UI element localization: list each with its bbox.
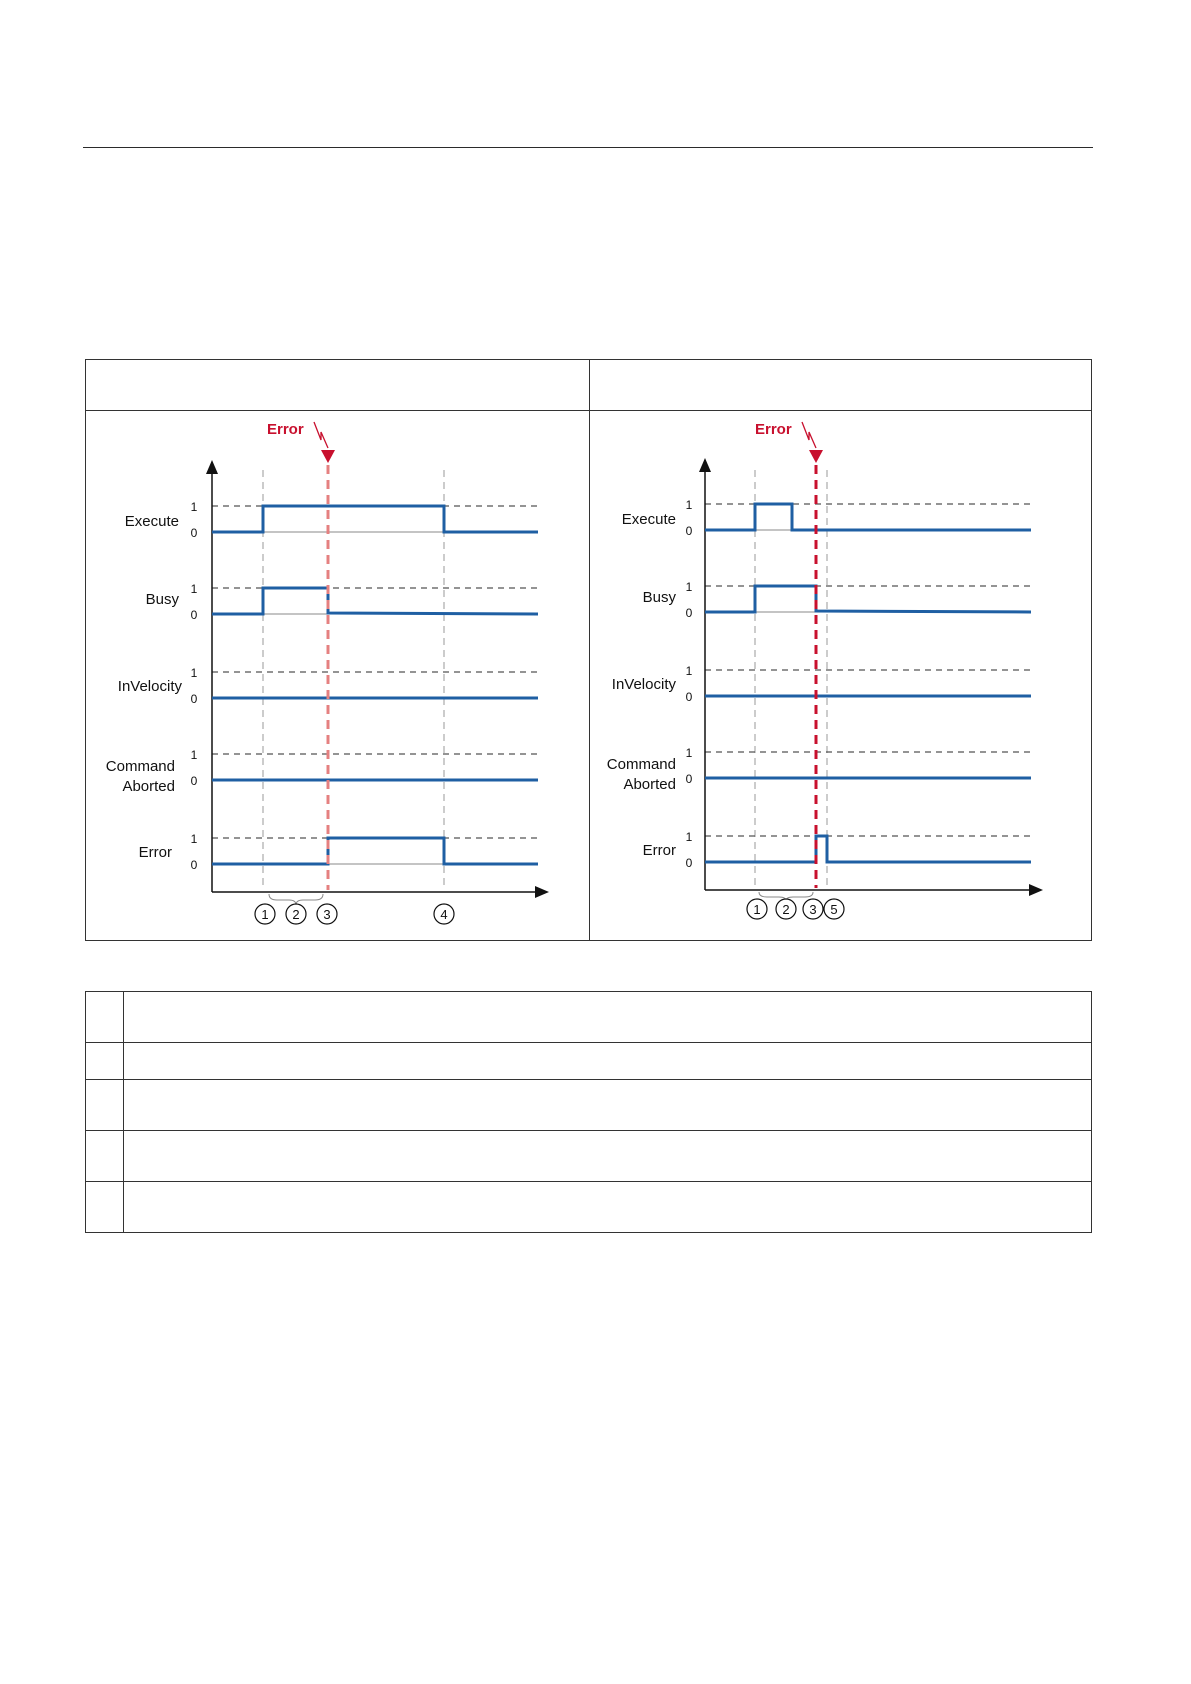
notes-row — [86, 1080, 1092, 1131]
level-high-label: 1 — [190, 582, 198, 596]
level-low-label: 0 — [685, 772, 693, 786]
note-text — [124, 1182, 1092, 1233]
notes-row — [86, 1043, 1092, 1080]
level-low-label: 0 — [190, 692, 198, 706]
note-text — [124, 992, 1092, 1043]
signal-name-busy: Busy — [145, 591, 179, 608]
signal-name-invelocity: InVelocity — [117, 678, 182, 695]
signal-name-command: Command — [105, 758, 175, 775]
signal-name-execute: Execute — [621, 511, 676, 528]
level-high-label: 1 — [190, 666, 198, 680]
signal-name-error: Error — [138, 844, 172, 861]
note-number — [86, 1182, 124, 1233]
marker-label-1: 1 — [753, 902, 761, 917]
signal-name-command: Command — [606, 756, 676, 773]
notes-row — [86, 992, 1092, 1043]
note-number — [86, 992, 124, 1043]
x-axis-arrow — [1029, 884, 1043, 896]
note-text — [124, 1043, 1092, 1080]
marker-label-3: 3 — [323, 907, 331, 922]
error-signal — [705, 836, 1031, 862]
level-high-label: 1 — [190, 500, 198, 514]
level-low-label: 0 — [190, 608, 198, 622]
notes-table — [85, 991, 1092, 1233]
execute-signal — [212, 506, 538, 532]
right-timing-diagram — [589, 410, 1092, 938]
notes-row — [86, 1182, 1092, 1233]
level-low-label: 0 — [190, 858, 198, 872]
marker-label-2: 2 — [292, 907, 300, 922]
busy-signal — [705, 586, 1031, 612]
header-rule — [83, 147, 1093, 148]
x-axis-arrow — [535, 886, 549, 898]
level-high-label: 1 — [685, 580, 693, 594]
header-cell-left — [86, 360, 589, 410]
level-high-label: 1 — [685, 664, 693, 678]
level-guides — [705, 504, 1031, 836]
pulse-baselines — [755, 530, 816, 612]
error-arrow-icon — [321, 450, 335, 463]
level-low-label: 0 — [685, 856, 693, 870]
level-high-label: 1 — [685, 498, 693, 512]
signal-name-aborted: Aborted — [623, 776, 676, 793]
error-event-label: Error — [755, 421, 792, 438]
note-text — [124, 1131, 1092, 1182]
error-event-label: Error — [267, 421, 304, 438]
y-axis-arrow — [699, 458, 711, 472]
signal-name-aborted: Aborted — [122, 778, 175, 795]
note-number — [86, 1131, 124, 1182]
note-text — [124, 1080, 1092, 1131]
signal-name-error: Error — [642, 842, 676, 859]
note-number — [86, 1080, 124, 1131]
level-high-label: 1 — [685, 746, 693, 760]
signal-name-busy: Busy — [642, 589, 676, 606]
left-timing-diagram — [85, 410, 588, 938]
header-cell-right — [590, 360, 1093, 410]
marker-label-5: 5 — [830, 902, 838, 917]
level-high-label: 1 — [190, 748, 198, 762]
level-low-label: 0 — [685, 606, 693, 620]
note-number — [86, 1043, 124, 1080]
notes-row — [86, 1131, 1092, 1182]
level-low-label: 0 — [685, 690, 693, 704]
y-axis-arrow — [206, 460, 218, 474]
level-guides — [212, 506, 538, 838]
lightning-icon — [802, 422, 816, 448]
level-low-label: 0 — [190, 774, 198, 788]
interval-brace — [269, 894, 323, 905]
level-low-label: 0 — [190, 526, 198, 540]
signal-name-execute: Execute — [124, 513, 179, 530]
marker-label-2: 2 — [782, 902, 790, 917]
error-arrow-icon — [809, 450, 823, 463]
busy-signal — [212, 588, 538, 614]
marker-label-4: 4 — [440, 907, 448, 922]
marker-label-1: 1 — [261, 907, 269, 922]
level-low-label: 0 — [685, 524, 693, 538]
level-high-label: 1 — [190, 832, 198, 846]
lightning-icon — [314, 422, 328, 448]
execute-signal — [705, 504, 1031, 530]
error-signal — [212, 838, 538, 864]
signal-name-invelocity: InVelocity — [611, 676, 676, 693]
marker-label-3: 3 — [809, 902, 817, 917]
level-high-label: 1 — [685, 830, 693, 844]
